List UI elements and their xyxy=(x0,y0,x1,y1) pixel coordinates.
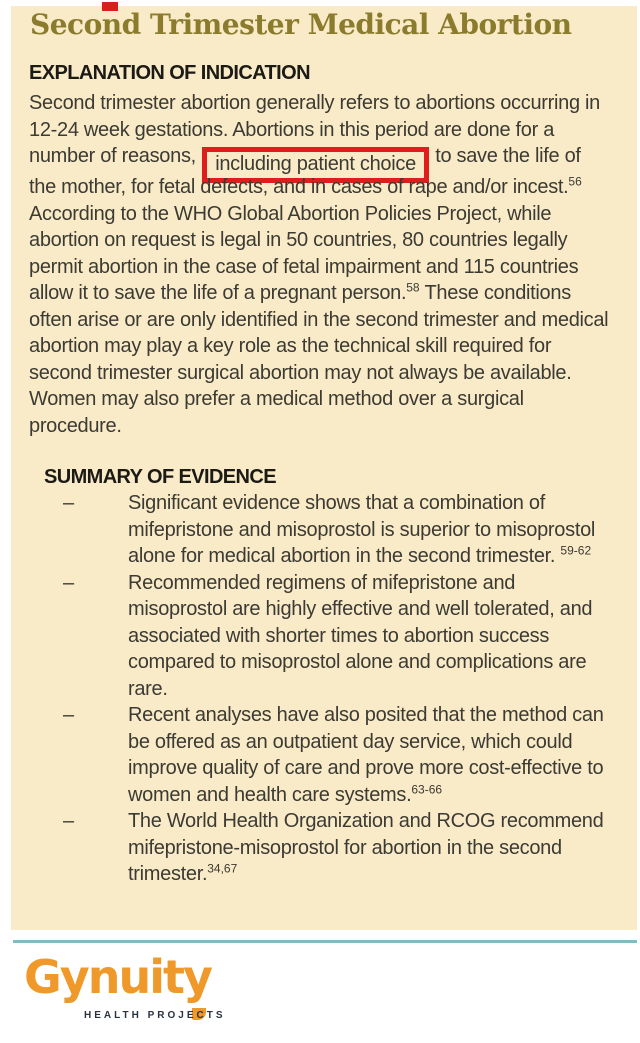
paragraph-segment: These conditions often arise or are only identified in the second trimester and medical abortion may play a key role as the technical skill required for second trimester surgical abortion may not always be available. Women may also prefer a medical method over a surgical procedure. xyxy=(29,282,609,437)
summary-heading: SUMMARY OF EVIDENCE xyxy=(44,466,276,488)
bullet-text-segment: The World Health Organization and RCOG recommend mifepristone-misoprostol for abortion in the second trimester. xyxy=(128,810,604,885)
citation-superscript: 59-62 xyxy=(560,543,592,558)
bullet-text xyxy=(128,808,608,888)
gynuity-logo-tagline: HEALTH PROJECTS xyxy=(84,1010,226,1021)
citation-superscript: 34,67 xyxy=(207,861,238,876)
list-item xyxy=(63,702,608,808)
citation-superscript: 58 xyxy=(406,280,420,295)
list-item xyxy=(63,490,608,570)
paragraph-segment: According to the WHO Global Abortion Policies Project, while abortion on request is legal in 50 countries, 80 countries legally permit abortion in the case of fetal impairment and 115 countries allow it to save the life of a pregnant person. xyxy=(29,202,579,304)
bullet-text xyxy=(128,570,608,703)
explanation-paragraph xyxy=(29,90,611,439)
list-item xyxy=(63,808,608,888)
paragraph-segment: to save the life of the mother, for fetal defects, and in cases of rape and/or incest. xyxy=(29,145,581,198)
list-item xyxy=(63,570,608,703)
bullet-dash: – xyxy=(63,704,75,726)
bullet-text-segment: Significant evidence shows that a combination of mifepristone and misoprostol is superior to misoprostol alone for medical abortion in the second trimester. xyxy=(128,492,596,567)
bullet-text xyxy=(128,490,608,570)
page-title: Second Trimester Medical Abortion xyxy=(30,8,572,41)
explanation-heading: EXPLANATION OF INDICATION xyxy=(29,62,310,84)
paragraph-segment: Second trimester abortion generally refers to abortions occurring in 12-24 week gestations. Abortions in this period are done for a number of reasons, xyxy=(29,92,601,167)
bullet-text xyxy=(128,702,608,808)
citation-superscript: 63-66 xyxy=(411,781,443,796)
bullet-dash: – xyxy=(63,571,75,594)
gynuity-logo-wordmark: Gynuity xyxy=(24,950,211,1004)
gynuity-logo xyxy=(24,952,284,1038)
teal-divider-rule xyxy=(13,940,637,943)
bullet-dash: – xyxy=(63,492,75,514)
bullet-text-segment: Recommended regimens of mifepristone and misoprostol are highly effective and well tolerated, and associated with shorter times to abortion success compared to misoprostol alone and complications are rare. xyxy=(128,571,593,700)
bullet-text-segment: Recent analyses have also posited that the method can be offered as an outpatient day service, which could improve quality of care and prove more cost-effective to women and health care systems. xyxy=(128,704,604,806)
red-annotation-box: including patient choice xyxy=(202,147,429,183)
evidence-bullet-list xyxy=(63,490,608,888)
citation-superscript: 56 xyxy=(568,174,582,189)
bullet-dash: – xyxy=(63,810,75,832)
